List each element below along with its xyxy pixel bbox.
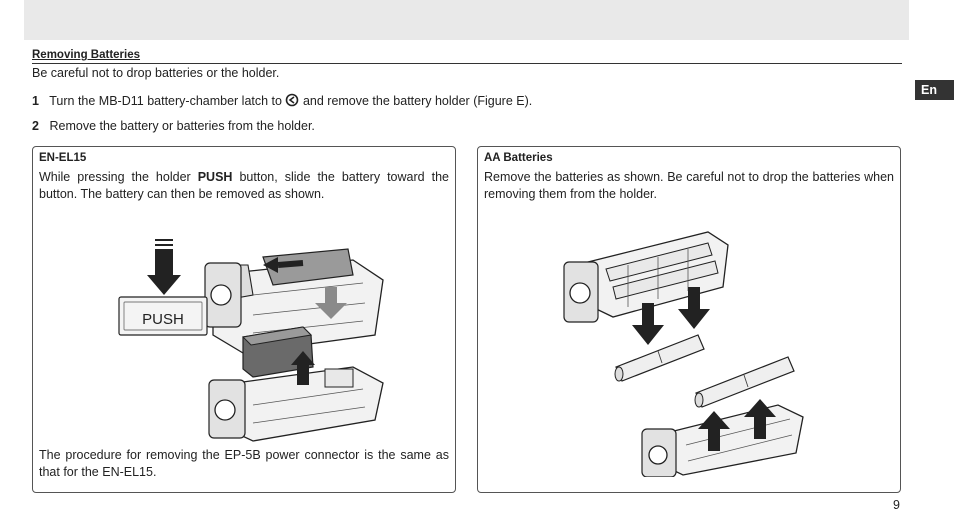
- step-2: [32, 119, 315, 133]
- en-el15-box: [32, 146, 456, 493]
- en-el15-figure: [113, 235, 403, 445]
- aa-text: Remove the batteries as shown. Be careful not to drop the batteries when removing them from the holder.: [484, 170, 894, 201]
- step-1-text-before: Turn the MB-D11 battery-chamber latch to: [49, 94, 282, 108]
- page-number: 9: [893, 498, 900, 512]
- section-title: Removing Batteries: [32, 49, 141, 61]
- header-band: [24, 0, 909, 40]
- en-el15-text-after: button, slide the battery toward the button. The battery can then be removed as shown.: [39, 170, 449, 201]
- en-el15-text: [39, 169, 449, 203]
- latch-unlock-icon: [285, 93, 299, 107]
- aa-holder-lower-illustration: [642, 405, 803, 477]
- title-rule: [32, 63, 902, 64]
- language-tab: En: [915, 80, 954, 100]
- push-button-label: PUSH: [142, 311, 184, 328]
- aa-batteries-box: [477, 146, 901, 493]
- arrow-down-dark-icon: [147, 239, 181, 295]
- aa-battery-1-illustration: [615, 335, 704, 381]
- step-1-text-after: and remove the battery holder (Figure E).: [302, 94, 533, 108]
- aa-figure: [558, 217, 818, 477]
- en-el15-title: EN-EL15: [39, 152, 87, 164]
- aa-battery-2-illustration: [695, 357, 794, 407]
- section-intro: Be careful not to drop batteries or the holder.: [32, 66, 280, 80]
- aa-title: AA Batteries: [484, 152, 553, 164]
- en-el15-text-before: While pressing the holder: [39, 170, 191, 184]
- battery-holder-lower-illustration: [209, 351, 383, 441]
- en-el15-push-word: PUSH: [197, 170, 233, 184]
- step-2-number: 2: [32, 119, 39, 133]
- step-1-number: 1: [32, 94, 39, 108]
- push-button-callout: [119, 297, 207, 335]
- en-el15-footer: The procedure for removing the EP-5B power connector is the same as that for the EN-EL15.: [39, 448, 449, 479]
- step-2-text: Remove the battery or batteries from the holder.: [49, 119, 315, 133]
- step-1: [32, 93, 532, 108]
